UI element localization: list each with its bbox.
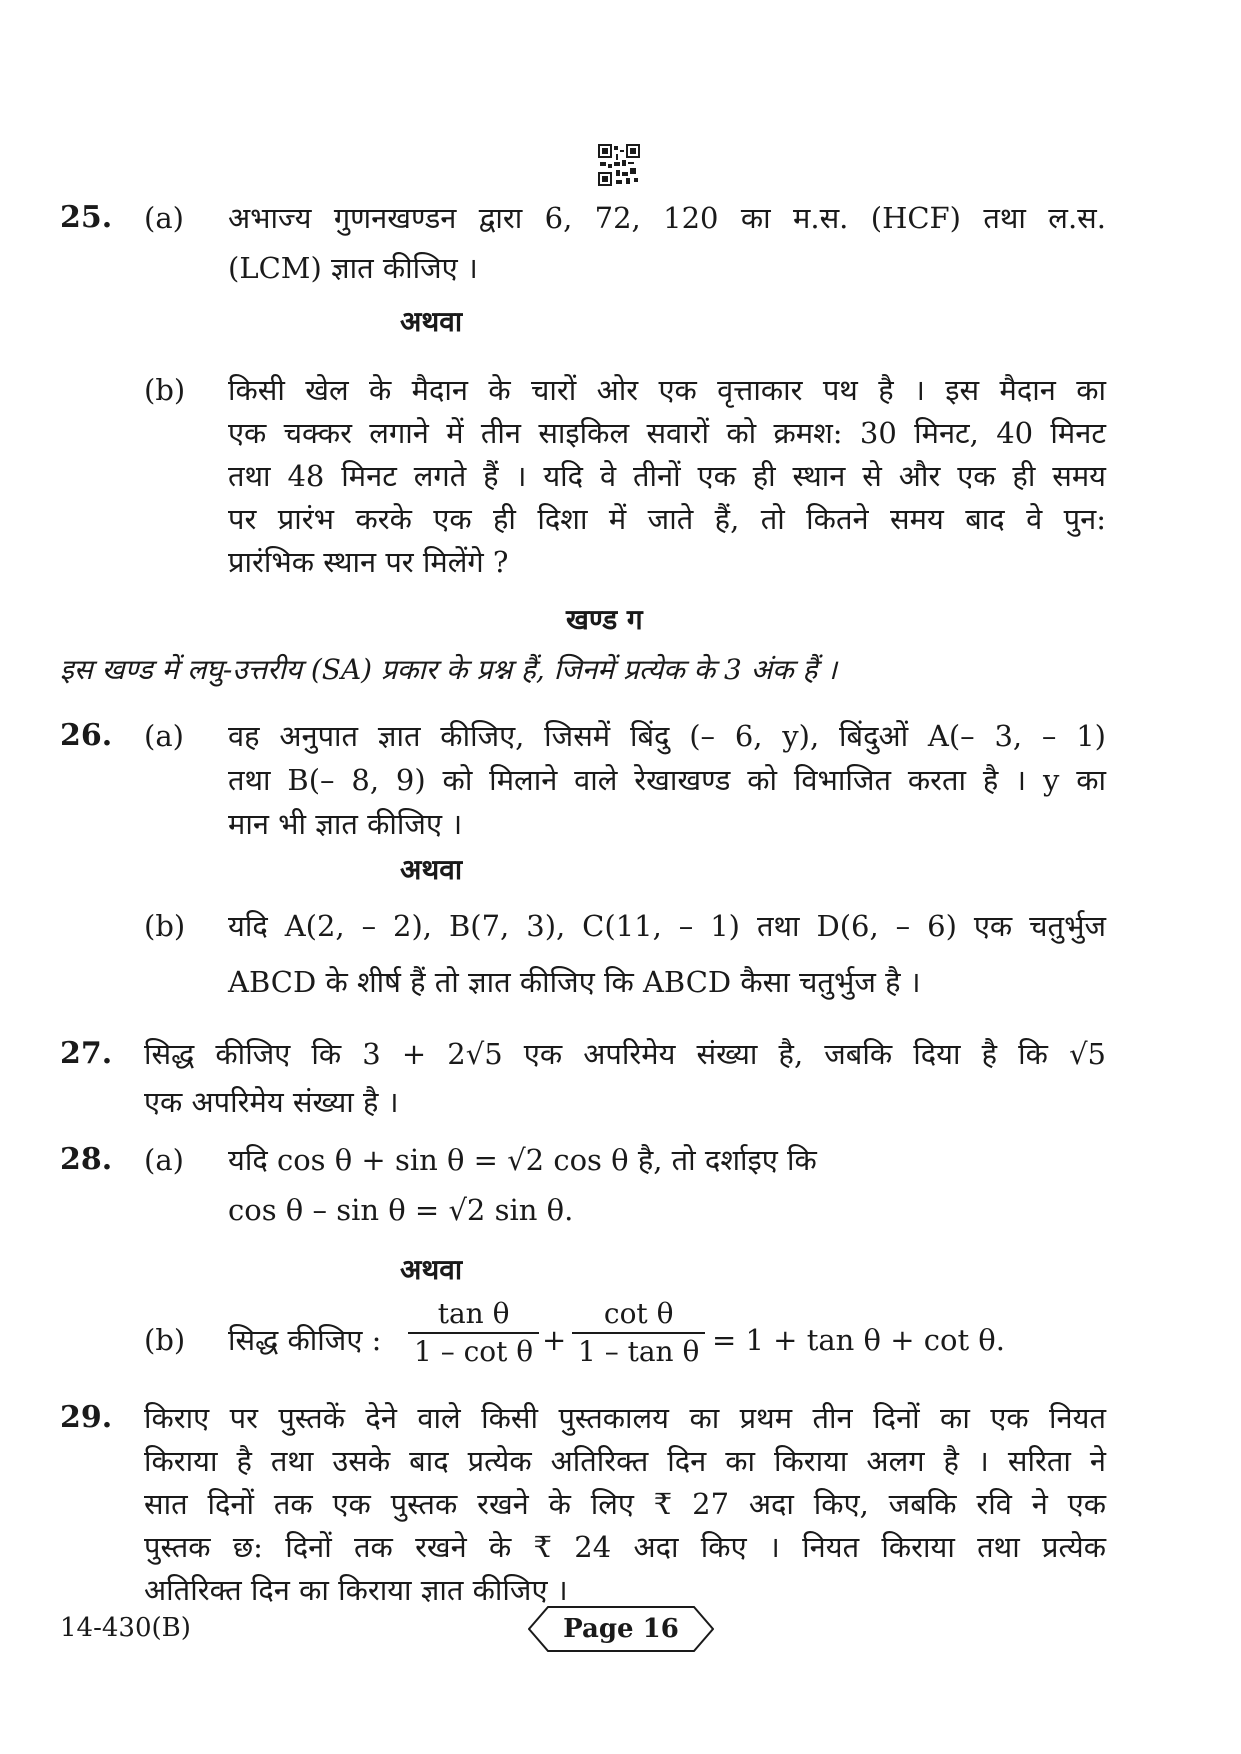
q27-line1: सिद्ध कीजिए कि 3 + 2√5 एक अपरिमेय संख्या है, जबकि दिया है कि √5 — [144, 1037, 1106, 1071]
section-title: खण्ड ग — [566, 603, 643, 636]
qr-code-icon — [598, 144, 640, 186]
q26-b-line2: ABCD के शीर्ष हैं तो ज्ञात कीजिए कि ABCD कैसा चतुर्भुज है । — [228, 965, 921, 999]
q28-or: अथवा — [400, 1253, 463, 1286]
question-number-26: 26. — [60, 718, 113, 753]
q25-b-line2: एक चक्कर लगाने में तीन साइकिल सवारों को क्रमश: 30 मिनट, 40 मिनट — [228, 416, 1106, 450]
q25-option-a-label: (a) — [144, 201, 184, 235]
q28-fraction-1-numerator: tan θ — [437, 1297, 510, 1330]
page-number: Page 16 — [563, 1614, 679, 1644]
q28-fraction-2-denominator: 1 – tan θ — [572, 1332, 705, 1370]
q26-a-line2: तथा B(– 8, 9) को मिलाने वाले रेखाखण्ड को विभाजित करता है । y का — [228, 763, 1106, 797]
q28-fraction-2 — [572, 1296, 705, 1370]
q25-b-line3: तथा 48 मिनट लगते हैं । यदि वे तीनों एक ही स्थान से और एक ही समय — [228, 459, 1106, 493]
section-instruction: इस खण्ड में लघु-उत्तरीय (SA) प्रकार के प्रश्न हैं, जिनमें प्रत्येक के 3 अंक हैं । — [60, 653, 837, 686]
q29-line4: पुस्तक छ: दिनों तक रखने के ₹ 24 अदा किए । नियत किराया तथा प्रत्येक — [144, 1530, 1106, 1564]
q28-plus: + — [542, 1323, 567, 1357]
q29-line2: किराया है तथा उसके बाद प्रत्येक अतिरिक्त दिन का किराया अलग है । सरिता ने — [144, 1444, 1106, 1478]
q26-option-b-label: (b) — [144, 909, 186, 943]
q26-b-line1: यदि A(2, – 2), B(7, 3), C(11, – 1) तथा D(6, – 6) एक चतुर्भुज — [228, 909, 1106, 943]
q25-a-line2: (LCM) ज्ञात कीजिए । — [228, 251, 478, 285]
q26-option-a-label: (a) — [144, 719, 184, 753]
q25-or: अथवा — [400, 305, 463, 338]
q28-b-suffix: = 1 + tan θ + cot θ. — [712, 1323, 1005, 1357]
q28-option-b-label: (b) — [144, 1323, 186, 1357]
q29-line3: सात दिनों तक एक पुस्तक रखने के लिए ₹ 27 अदा किए, जबकि रवि ने एक — [144, 1487, 1106, 1521]
q28-fraction-1-denominator: 1 – cot θ — [408, 1332, 539, 1370]
q28-fraction-2-numerator: cot θ — [603, 1297, 674, 1330]
q25-b-line4: पर प्रारंभ करके एक ही दिशा में जाते हैं, तो कितने समय बाद वे पुन: — [228, 502, 1106, 536]
q29-line5: अतिरिक्त दिन का किराया ज्ञात कीजिए । — [144, 1573, 568, 1607]
q28-fraction-1 — [408, 1296, 539, 1370]
q26-a-line1: वह अनुपात ज्ञात कीजिए, जिसमें बिंदु (– 6, y), बिंदुओं A(– 3, – 1) — [228, 719, 1106, 753]
q25-b-line1: किसी खेल के मैदान के चारों ओर एक वृत्ताकार पथ है । इस मैदान का — [228, 373, 1106, 407]
q27-line2: एक अपरिमेय संख्या है । — [144, 1085, 399, 1119]
question-number-27: 27. — [60, 1036, 113, 1071]
q26-a-line3: मान भी ज्ञात कीजिए । — [228, 807, 463, 841]
q28-a-line1: यदि cos θ + sin θ = √2 cos θ है, तो दर्शाइए कि — [228, 1143, 817, 1177]
q28-a-line2: cos θ – sin θ = √2 sin θ. — [228, 1193, 574, 1227]
question-number-25: 25. — [60, 200, 113, 235]
q29-line1: किराए पर पुस्तकें देने वाले किसी पुस्तकालय का प्रथम तीन दिनों का एक नियत — [144, 1401, 1106, 1435]
q26-or: अथवा — [400, 853, 463, 886]
q25-a-line1: अभाज्य गुणनखण्डन द्वारा 6, 72, 120 का म.स. (HCF) तथा ल.स. — [228, 201, 1106, 235]
q25-b-line5: प्रारंभिक स्थान पर मिलेंगे ? — [228, 545, 509, 579]
q25-option-b-label: (b) — [144, 373, 186, 407]
paper-code: 14-430(B) — [60, 1613, 191, 1643]
question-number-28: 28. — [60, 1142, 113, 1177]
q28-option-a-label: (a) — [144, 1143, 184, 1177]
question-number-29: 29. — [60, 1400, 113, 1435]
q28-b-prefix: सिद्ध कीजिए : — [228, 1323, 382, 1357]
